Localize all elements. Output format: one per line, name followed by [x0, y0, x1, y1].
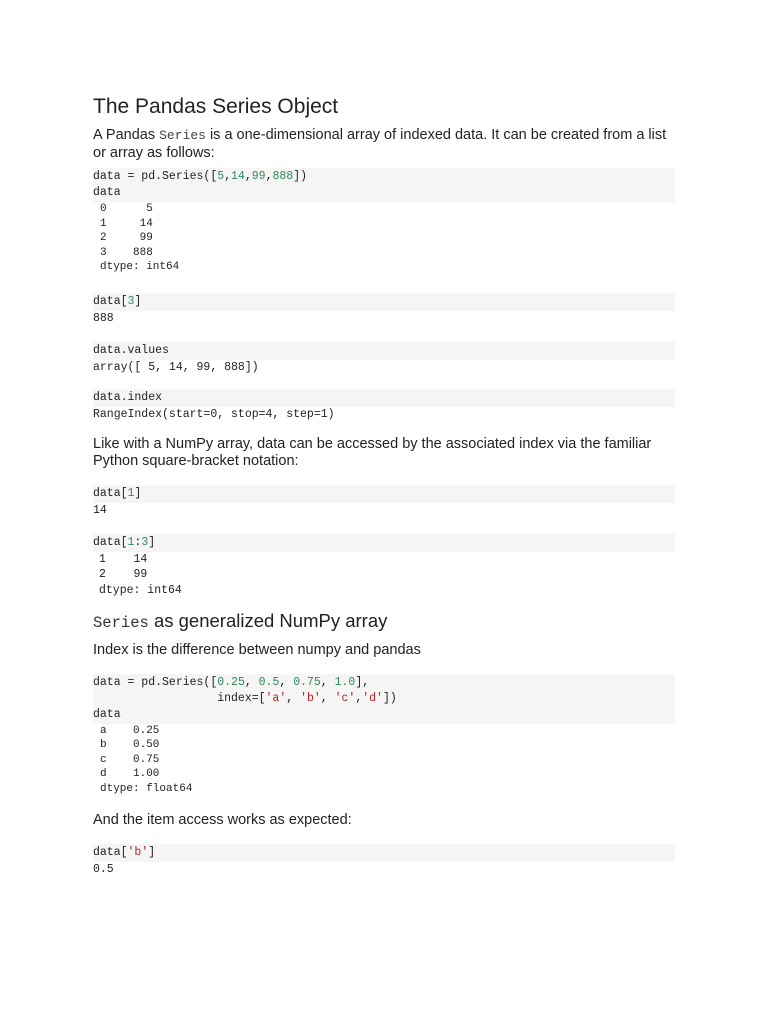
notebook-page — [93, 95, 675, 877]
code-cell-slice[interactable]: data[1:3] — [93, 534, 675, 552]
output-values: array([ 5, 14, 99, 888]) — [93, 360, 259, 374]
code-cell-values[interactable]: data.values — [93, 342, 675, 360]
output-14: 14 — [93, 503, 107, 517]
code-cell-index-3[interactable]: data[3] — [93, 293, 675, 311]
code-cell-key-b[interactable]: data['b'] — [93, 844, 675, 862]
paragraph-access: Like with a NumPy array, data can be accessed by the associated index via the familiar Python square-bracket notation: — [93, 435, 652, 469]
output-0-5: 0.5 — [93, 862, 114, 876]
paragraph-item-access: And the item access works as expected: — [93, 812, 352, 828]
intro-paragraph: A Pandas Series is a one-dimensional array of indexed data. It can be created from a list or array as follows: — [93, 127, 667, 161]
paragraph-index-difference: Index is the difference between numpy and pandas — [93, 642, 421, 658]
code-cell-index-1[interactable]: data[1] — [93, 485, 675, 503]
output-slice: 1 14 2 99 dtype: int64 — [99, 552, 182, 597]
output-series: 0 5 1 14 2 99 3 888 dtype: int64 — [100, 203, 180, 273]
output-888: 888 — [93, 311, 114, 325]
output-float-series: a 0.25 b 0.50 c 0.75 d 1.00 dtype: float64 — [100, 724, 193, 795]
output-index: RangeIndex(start=0, stop=4, step=1) — [93, 407, 335, 421]
page-title: The Pandas Series Object — [93, 95, 339, 118]
code-cell-create-float-series[interactable]: data = pd.Series([0.25, 0.5, 0.75, 1.0], index=['a', 'b', 'c','d']) data — [93, 674, 675, 724]
code-cell-index[interactable]: data.index — [93, 389, 675, 407]
inline-code-series: Series — [159, 128, 206, 143]
code-cell-create-series[interactable]: data = pd.Series([5,14,99,888]) data — [93, 168, 675, 202]
section-heading-generalized: Series as generalized NumPy array — [93, 610, 388, 632]
